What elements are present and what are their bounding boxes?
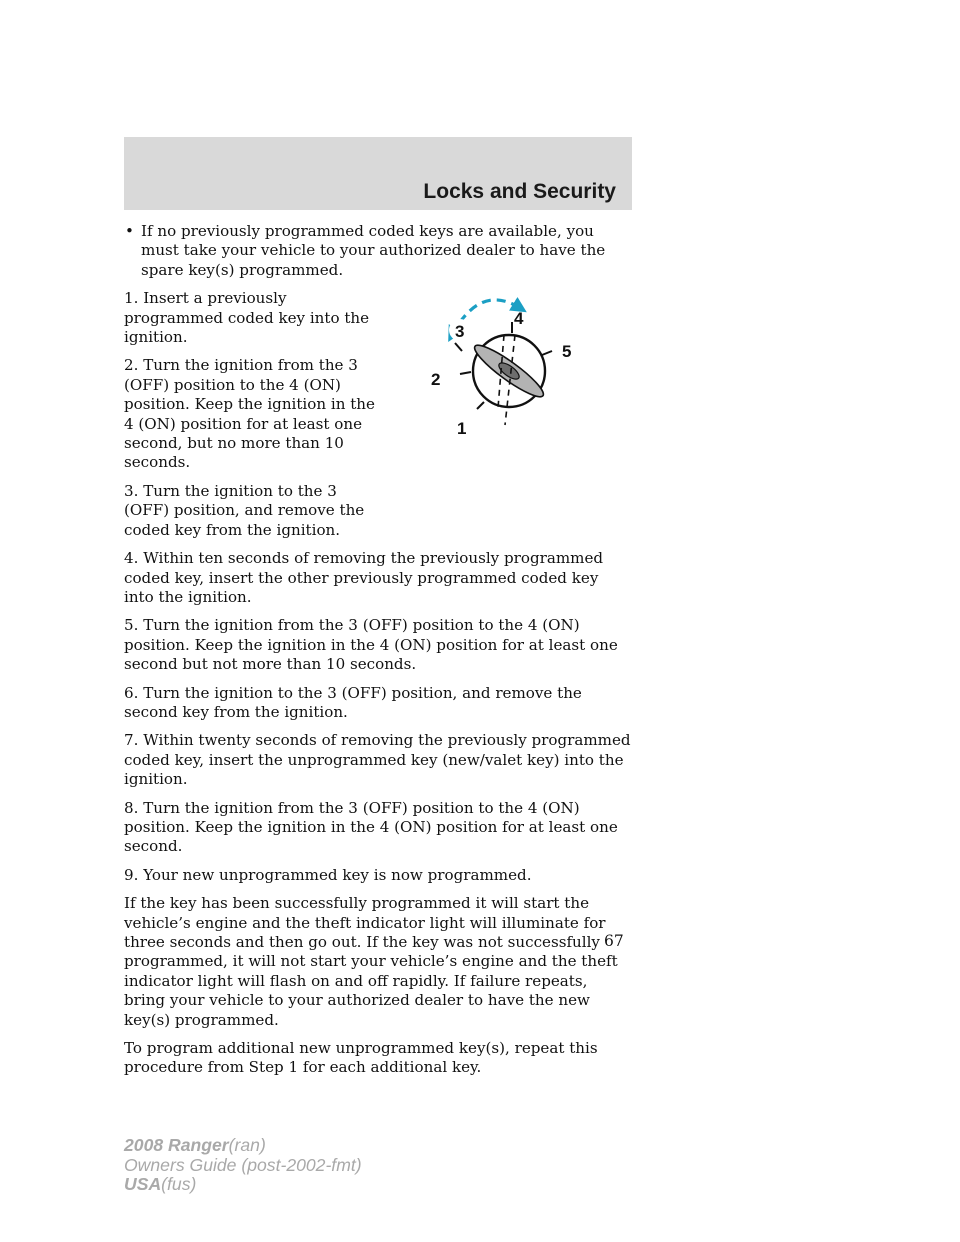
tick-2 — [460, 372, 471, 374]
step-5: 5. Turn the ignition from the 3 (OFF) position to the 4 (ON) position. Keep the ignition in the 4 (ON) position for at least one second but not more than 10 seconds. — [124, 616, 618, 674]
step-4: 4. Within ten seconds of removing the previously programmed coded key, insert the other previously programmed coded key into the ignition. — [124, 549, 604, 606]
section-header-band — [124, 137, 632, 210]
tick-5 — [542, 351, 552, 355]
bullet-item — [124, 222, 632, 280]
footer-line-2: Owners Guide (post-2002-fmt) — [124, 1154, 362, 1175]
step-6: 6. Turn the ignition to the 3 (OFF) position, and remove the second key from the ignition. — [124, 683, 582, 721]
position-label-4: 4 — [514, 309, 524, 328]
footer-market-code: (fus) — [161, 1174, 197, 1194]
footer-market: USA — [124, 1174, 162, 1194]
step-1: 1. Insert a previously programmed coded key into the ignition. — [124, 289, 370, 347]
footer-document-info — [124, 1136, 362, 1195]
footer-line-3 — [124, 1175, 362, 1195]
page-number: 67 — [604, 932, 624, 950]
footer-model-code: (ran) — [228, 1135, 266, 1155]
step-8: 8. Turn the ignition from the 3 (OFF) position to the 4 (ON) position. Keep the ignition in the 4 (ON) position for at least one second. — [124, 798, 618, 856]
position-label-3: 3 — [455, 322, 465, 341]
step-7: 7. Within twenty seconds of removing the previously programmed coded key, insert the unprogrammed key (new/valet key) into the ignition. — [124, 731, 631, 789]
tick-1 — [477, 402, 484, 409]
position-label-1: 1 — [457, 419, 467, 438]
section-title: Locks and Security — [423, 180, 616, 203]
bullet-text: If no previously programmed coded keys are available, you must take your vehicle to your authorized dealer to have the spare key(s) programmed. — [141, 222, 606, 279]
position-label-5: 5 — [562, 342, 572, 361]
ignition-positions-illustration — [412, 283, 582, 448]
step-3: 3. Turn the ignition to the 3 (OFF) position, and remove the coded key from the ignition. — [124, 481, 365, 539]
footer-line-1 — [124, 1136, 362, 1156]
bullet-marker: • — [125, 222, 134, 240]
footer-model: 2008 Ranger — [124, 1135, 229, 1155]
result-paragraph: If the key has been successfully programmed it will start the vehicle’s engine and the theft indicator light will illuminate for three seconds and then go out. If the key was not successfully programmed, it will not start your vehicle’s engine and the theft indicator light will flash on and off rapidly. If failure repeats, bring your vehicle to your authorized dealer to have the new key(s) programmed. — [124, 894, 618, 1029]
tick-3 — [455, 343, 462, 351]
ignition-diagram — [412, 283, 582, 448]
step-2: 2. Turn the ignition from the 3 (OFF) position to the 4 (ON) position. Keep the ignition in the 4 (ON) position for at least one second, but no more than 10 seconds. — [124, 356, 375, 472]
additional-keys-paragraph: To program additional new unprogrammed key(s), repeat this procedure from Step 1 for each additional key. — [124, 1039, 598, 1077]
position-label-2: 2 — [431, 370, 441, 389]
step-9: 9. Your new unprogrammed key is now programmed. — [124, 865, 532, 884]
